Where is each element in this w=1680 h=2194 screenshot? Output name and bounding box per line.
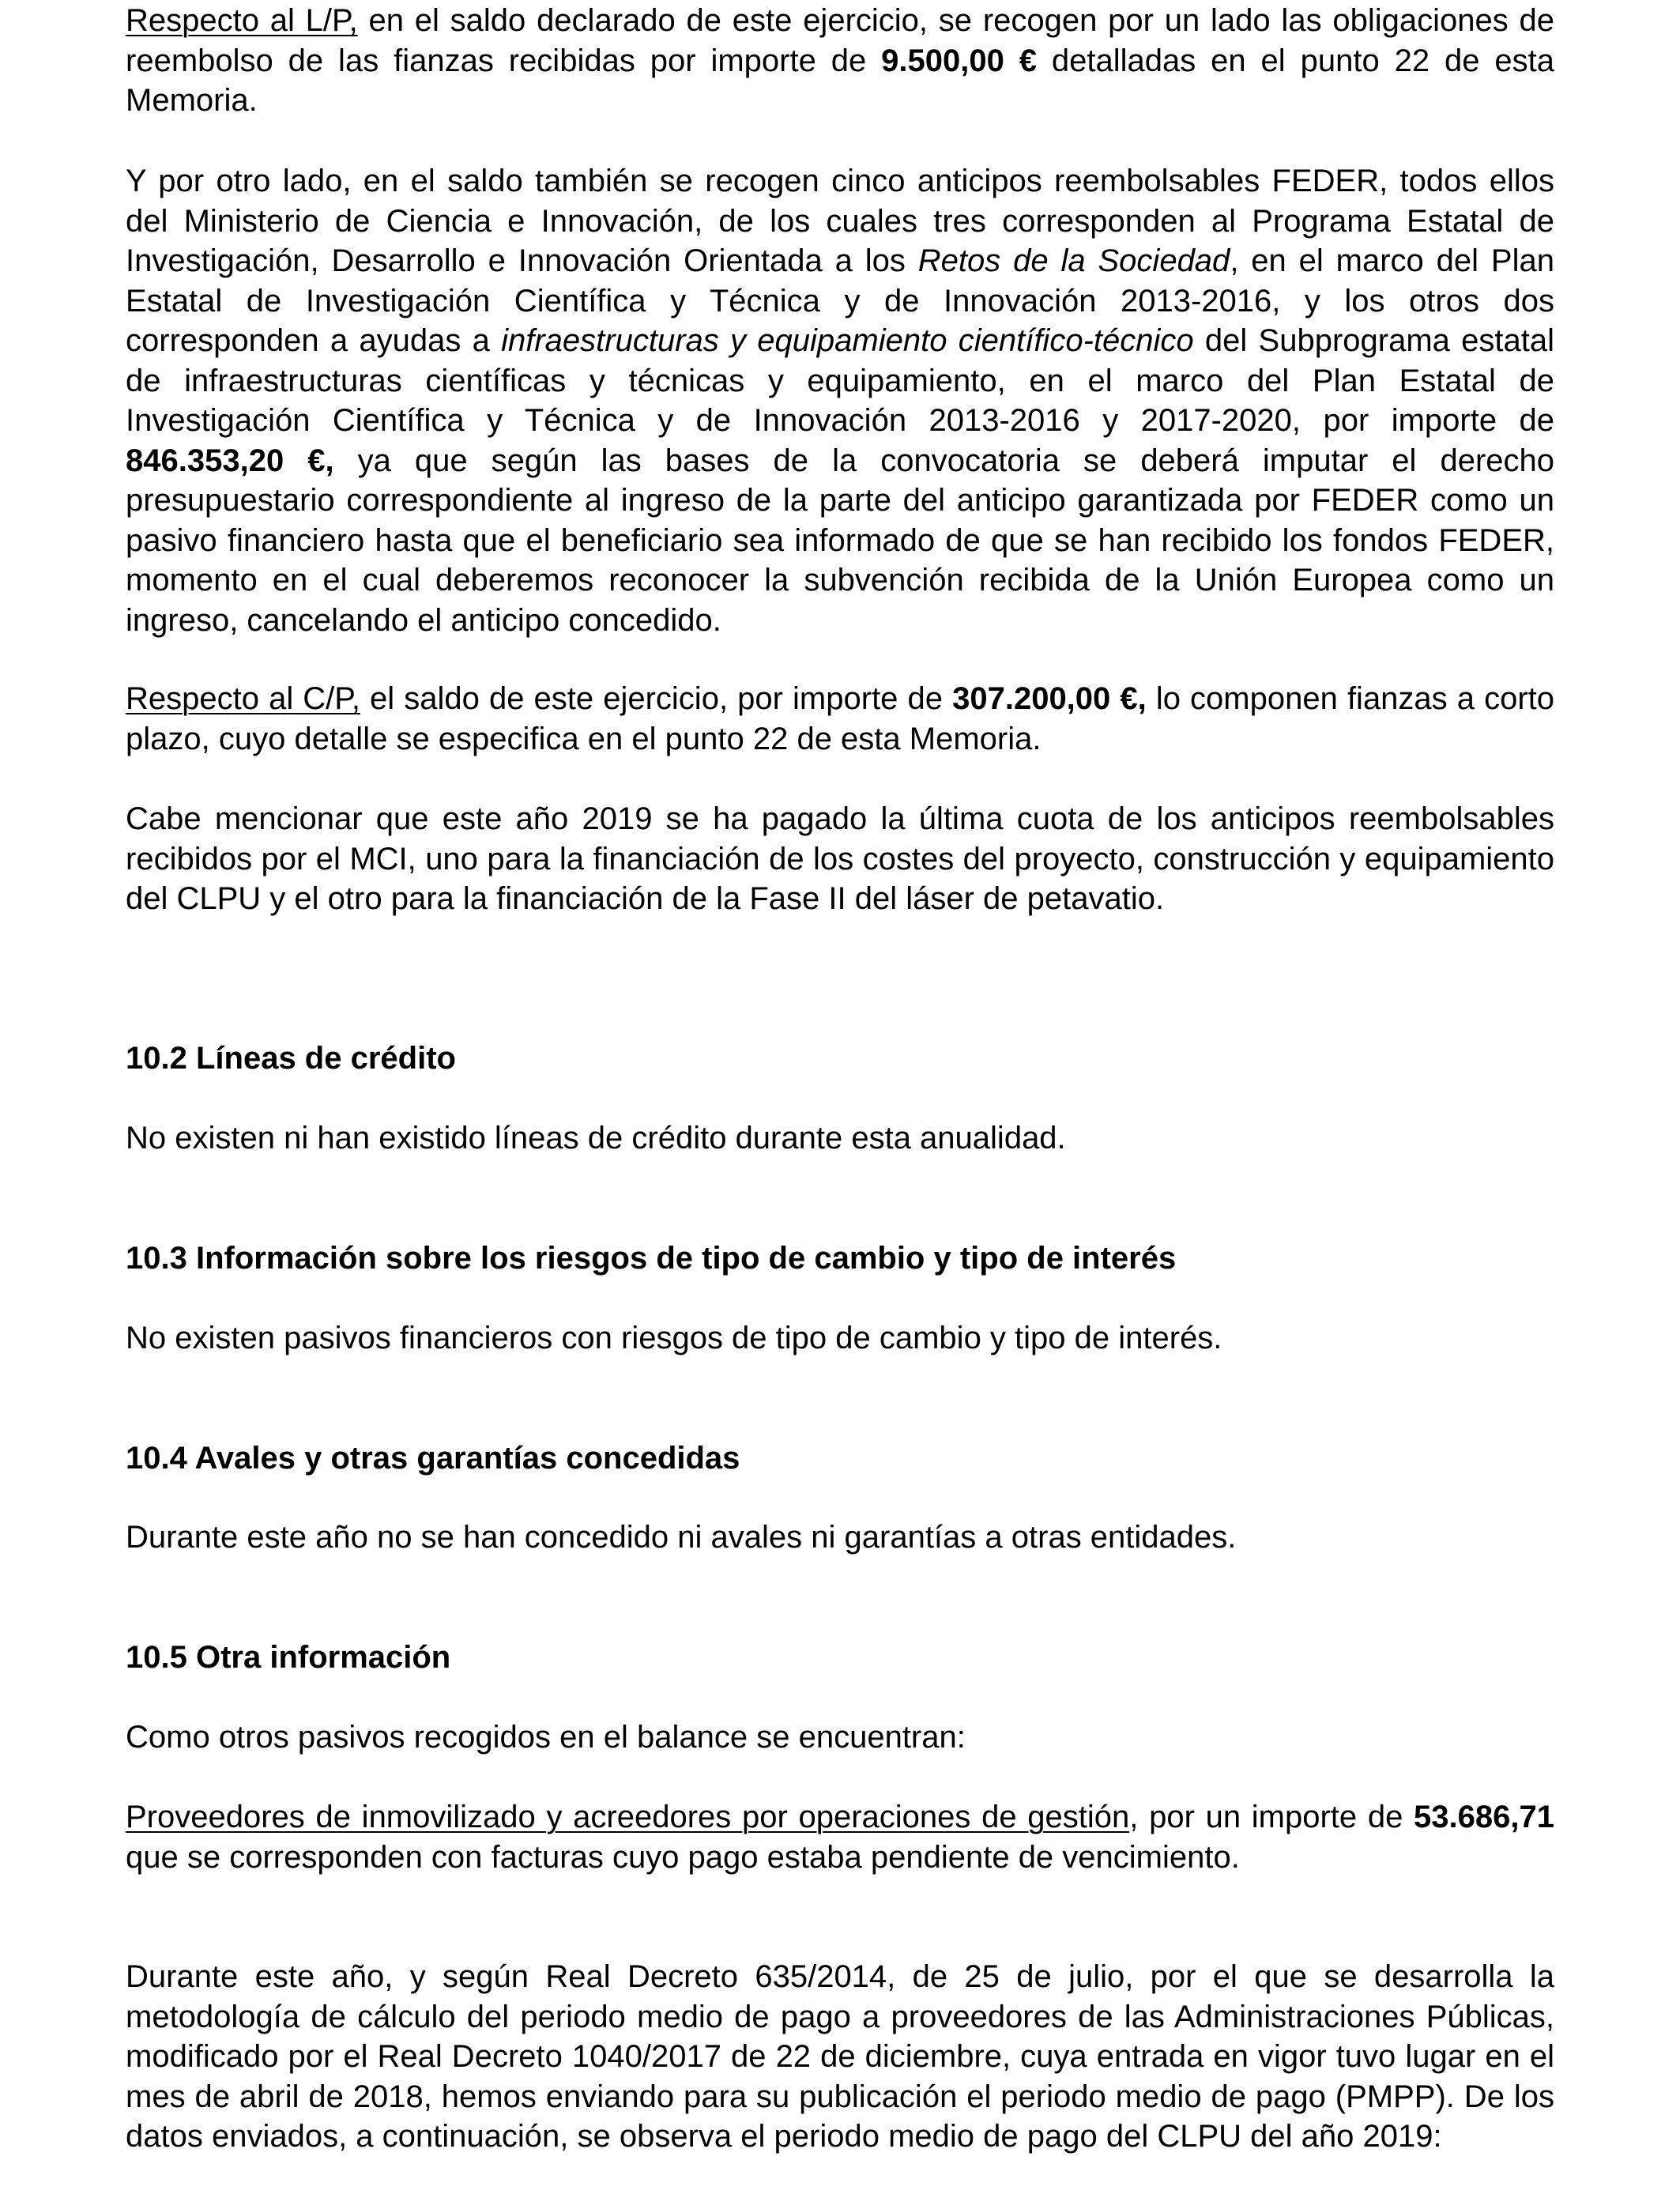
- section-10-2-heading: 10.2 Líneas de crédito: [126, 1041, 456, 1076]
- providers-text-2: que se corresponden con facturas cuyo pago estaba pendiente de vencimiento.: [126, 1839, 1240, 1875]
- section-10-3-text: No existen pasivos financieros con riesgos de tipo de cambio y tipo de interés.: [126, 1321, 1222, 1355]
- cp-amount: 307.200,00 €,: [952, 681, 1147, 716]
- feder-italic-2: infraestructuras y equipamiento científico-técnico: [501, 323, 1194, 358]
- section-10-4-heading: 10.4 Avales y otras garantías concedidas: [126, 1441, 740, 1476]
- section-10-3-heading: 10.3 Información sobre los riesgos de tipo de cambio y tipo de interés: [126, 1241, 1177, 1276]
- cp-paragraph: [126, 679, 1554, 759]
- providers-amount: 53.686,71: [1414, 1800, 1554, 1834]
- lp-amount: 9.500,00 €: [881, 43, 1037, 78]
- cp-text-1: el saldo de este ejercicio, por importe de: [360, 681, 953, 716]
- mci-text: Cabe mencionar que este año 2019 se ha pagado la última cuota de los anticipos reembolsables recibidos por el MCI, uno para la financiación de los costes del proyecto, construcción y equipamiento del CLPU y el otro para la financiación de la Fase II del láser de petavatio.: [126, 801, 1554, 916]
- cp-lead: Respecto al C/P,: [126, 681, 360, 716]
- lp-text-2: detalladas en el punto 22 de esta Memoria.: [126, 43, 1554, 118]
- section-10-4-text: Durante este año no se han concedido ni avales ni garantías a otras entidades.: [126, 1520, 1237, 1555]
- providers-paragraph: [126, 1797, 1554, 1877]
- feder-italic-1: Retos de la Sociedad: [917, 243, 1230, 278]
- mci-paragraph: [126, 799, 1554, 919]
- feder-text-4: ya que según las bases de la convocatoria se deberá imputar el derecho presupuestario correspondiente al ingreso de la parte del anticipo garantizada por FEDER como un pasivo financiero hasta que el beneficiario sea informado de que se han recibido los fondos FEDER, momento en el cual deberemos reconocer la subvención recibida de la Unión Europea como un ingreso, cancelando el anticipo concedido.: [126, 443, 1554, 638]
- section-10-5-heading: 10.5 Otra información: [126, 1640, 451, 1675]
- lp-text-1: en el saldo declarado de este ejercicio, se recogen por un lado las obligaciones de reembolso de las fianzas recibidas por importe de: [126, 3, 1555, 78]
- section-10-5-intro: Como otros pasivos recogidos en el balance se encuentran:: [126, 1720, 966, 1755]
- section-10-2-text: No existen ni han existido líneas de crédito durante esta anualidad.: [126, 1121, 1066, 1155]
- providers-text-1: , por un importe de: [1129, 1800, 1414, 1834]
- pmpp-paragraph: Durante este año, y según Real Decreto 635/2014, de 25 de julio, por el que se desarrolla la metodología de cálculo del periodo medio de pago a proveedores de las Administraciones Públicas, modificado por el Real Decreto 1040/2017 de 22 de diciembre, cuya entrada en vigor tuvo lugar en el mes de abril de 2018, hemos enviando para su publicación el periodo medio de pago (PMPP). De los datos enviados, a continuación, se observa el periodo medio de pago del CLPU del año 2019:: [126, 1959, 1554, 2154]
- feder-text-2: , en el marco del Plan Estatal de Investigación Científica y Técnica y de Innovación 2013-2016, y los otros dos corresponden a ayudas a: [126, 243, 1554, 358]
- feder-text-1: Y por otro lado, en el saldo también se recogen cinco anticipos reembolsables FEDER, todos ellos del Ministerio de Ciencia e Innovación, de los cuales tres corresponden al Programa Estatal de Investigación, Desarrollo e Innovación Orientada a los: [126, 164, 1554, 278]
- lp-lead: Respecto al L/P,: [126, 3, 358, 38]
- feder-paragraph: [126, 161, 1554, 640]
- feder-text-3: del Subprograma estatal de infraestructuras científicas y técnicas y equipamiento, en el marco del Plan Estatal de Investigación Científica y Técnica y de Innovación 2013-2016 y 2017-2020, por importe de: [126, 323, 1555, 438]
- cp-text-2: lo componen fianzas a corto plazo, cuyo detalle se especifica en el punto 22 de esta Memoria.: [126, 681, 1555, 756]
- lp-paragraph: [126, 1, 1554, 121]
- providers-lead: Proveedores de inmovilizado y acreedores por operaciones de gestión: [126, 1800, 1130, 1834]
- feder-amount: 846.353,20 €,: [126, 443, 334, 478]
